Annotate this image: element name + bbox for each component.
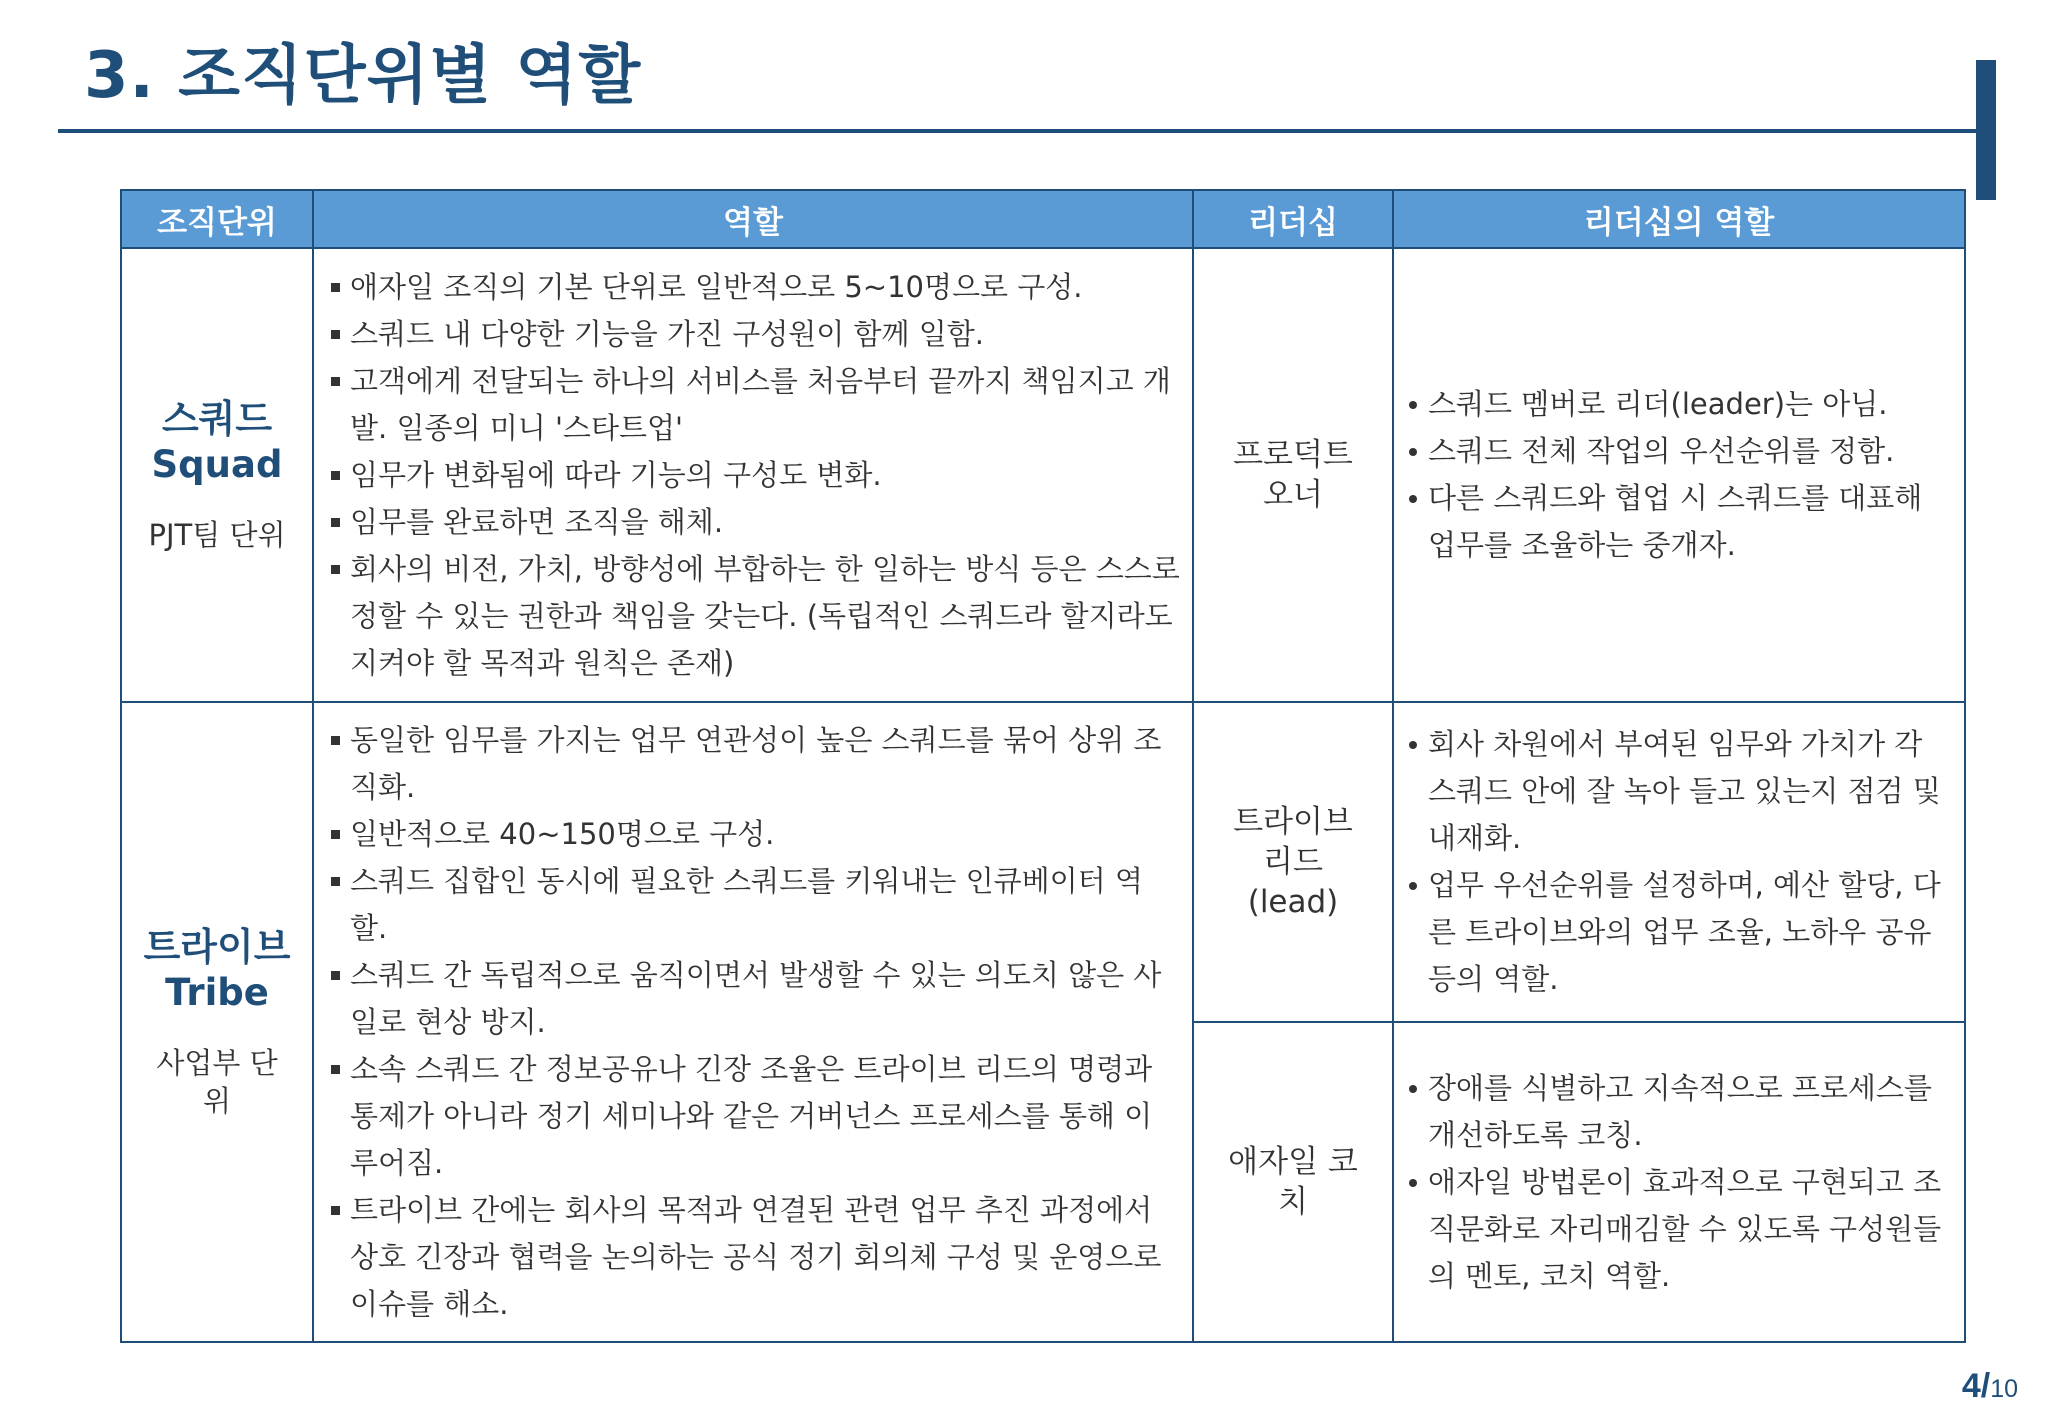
- list-item: 회사 차원에서 부여된 임무와 가치가 각 스쿼드 안에 잘 녹아 들고 있는지 점검 및 내재화.: [1408, 721, 1958, 862]
- header-leadership-role: 리더십의 역할: [1393, 190, 1965, 248]
- list-item: 소속 스쿼드 간 정보공유나 긴장 조율은 트라이브 리드의 명령과 통제가 아니라 정기 세미나와 같은 거버넌스 프로세스를 통해 이루어짐.: [330, 1046, 1180, 1187]
- squad-unit-cell: [121, 248, 313, 702]
- list-item: 스쿼드 전체 작업의 우선순위를 정함.: [1408, 428, 1958, 475]
- list-item: 장애를 식별하고 지속적으로 프로세스를 개선하도록 코칭.: [1408, 1065, 1958, 1159]
- agile-coach-cell: [1193, 1022, 1393, 1342]
- list-item: 다른 스쿼드와 협업 시 스쿼드를 대표해 업무를 조율하는 중개자.: [1408, 475, 1958, 569]
- squad-sub: PJT팀 단위: [148, 518, 286, 552]
- header-unit: 조직단위: [121, 190, 313, 248]
- list-item: 스쿼드 집합인 동시에 필요한 스쿼드를 키워내는 인큐베이터 역할.: [330, 858, 1180, 952]
- tribe-sub: 사업부 단위: [156, 1046, 278, 1118]
- tribe-unit-cell: [121, 702, 313, 1342]
- agile-coach-role-list: [1394, 1059, 1964, 1306]
- squad-roles-cell: [313, 248, 1193, 702]
- tribe-roles-cell: [313, 702, 1193, 1342]
- table-header-row: [121, 190, 1965, 248]
- squad-name-ko: 스쿼드: [161, 397, 273, 441]
- squad-leader-role-list: [1394, 375, 1964, 575]
- title-divider: [58, 129, 1978, 133]
- tribe-role-list: [314, 711, 1192, 1334]
- squad-leader-cell: [1193, 248, 1393, 702]
- squad-name-en: Squad: [151, 443, 283, 486]
- squad-leader-roles-cell: [1393, 248, 1965, 702]
- list-item: 업무 우선순위를 설정하며, 예산 할당, 다른 트라이브와의 업무 조율, 노하우 공유 등의 역할.: [1408, 862, 1958, 1003]
- tribe-name-en: Tribe: [165, 971, 269, 1014]
- squad-leader-name: 프로덕트 오너: [1233, 437, 1353, 513]
- squad-role-list: [314, 258, 1192, 693]
- list-item: 트라이브 간에는 회사의 목적과 연결된 관련 업무 추진 과정에서 상호 긴장과 협력을 논의하는 공식 정기 회의체 구성 및 운영으로 이슈를 해소.: [330, 1187, 1180, 1328]
- page-title: 3. 조직단위별 역할: [84, 39, 642, 113]
- agile-coach-roles-cell: [1393, 1022, 1965, 1342]
- agile-coach-name: 애자일 코치: [1228, 1144, 1358, 1220]
- list-item: 고객에게 전달되는 하나의 서비스를 처음부터 끝까지 책임지고 개발. 일종의 미니 '스타트업': [330, 358, 1180, 452]
- tribe-name-ko: 트라이브: [143, 925, 291, 969]
- tribe-lead-cell: [1193, 702, 1393, 1022]
- tribe-row-lead: [121, 702, 1965, 1022]
- list-item: 애자일 방법론이 효과적으로 구현되고 조직문화로 자리매김할 수 있도록 구성원들의 멘토, 코치 역할.: [1408, 1159, 1958, 1300]
- list-item: 일반적으로 40~150명으로 구성.: [330, 811, 1180, 858]
- header-leadership: 리더십: [1193, 190, 1393, 248]
- tribe-lead-roles-cell: [1393, 702, 1965, 1022]
- page-current: 4/: [1961, 1367, 1991, 1405]
- header-role: 역할: [313, 190, 1193, 248]
- list-item: 임무가 변화됨에 따라 기능의 구성도 변화.: [330, 452, 1180, 499]
- page-total: 10: [1990, 1375, 2018, 1403]
- list-item: 스쿼드 내 다양한 기능을 가진 구성원이 함께 일함.: [330, 311, 1180, 358]
- list-item: 스쿼드 간 독립적으로 움직이면서 발생할 수 있는 의도치 않은 사일로 현상 방지.: [330, 952, 1180, 1046]
- list-item: 스쿼드 멤버로 리더(leader)는 아님.: [1408, 381, 1958, 428]
- list-item: 회사의 비전, 가치, 방향성에 부합하는 한 일하는 방식 등은 스스로 정할 수 있는 권한과 책임을 갖는다. (독립적인 스쿼드라 할지라도 지켜야 할 목적과 원칙은 존재): [330, 546, 1180, 687]
- side-accent-bar: [1976, 60, 1996, 200]
- list-item: 애자일 조직의 기본 단위로 일반적으로 5~10명으로 구성.: [330, 264, 1180, 311]
- tribe-lead-name: 트라이브 리드(lead): [1233, 804, 1353, 920]
- tribe-lead-role-list: [1394, 715, 1964, 1009]
- page-number: [1962, 1367, 2018, 1406]
- role-table: [120, 189, 1966, 1343]
- squad-row: [121, 248, 1965, 702]
- list-item: 동일한 임무를 가지는 업무 연관성이 높은 스쿼드를 묶어 상위 조직화.: [330, 717, 1180, 811]
- list-item: 임무를 완료하면 조직을 해체.: [330, 499, 1180, 546]
